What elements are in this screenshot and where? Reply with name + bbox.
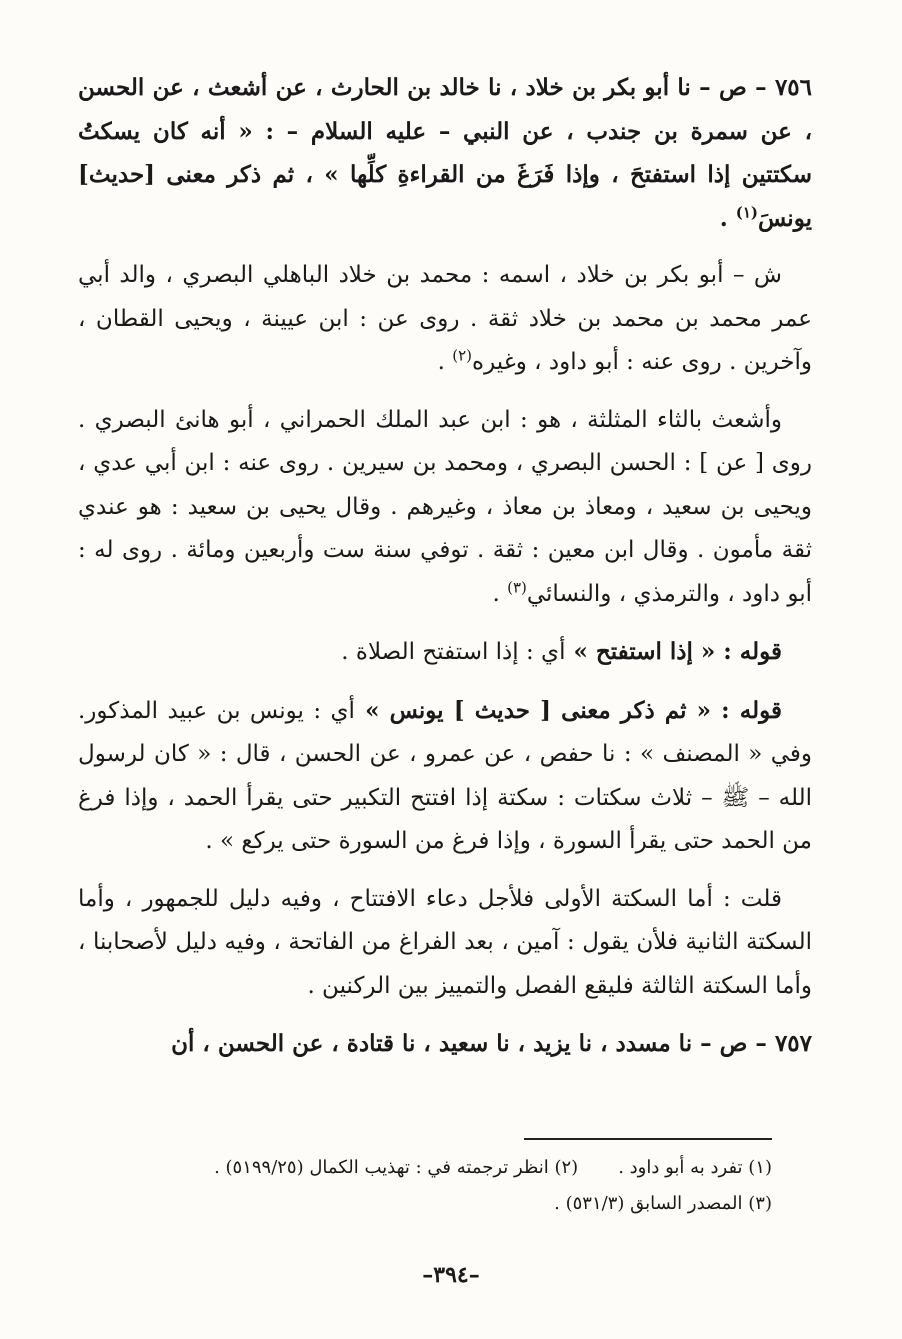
commentary-qultu-text: قلت : أما السكتة الأولى فلأجل دعاء الافتتاح ، وفيه دليل للجمهور ، وأما السكتة الثانية فلأن يقول : آمين ، بعد الفراغ من الفاتحة ، وفيه دليل لأصحابنا ، وأما السكتة الثالثة فليقع الفصل والتمييز بين الركنين .: [78, 885, 812, 999]
hadith-756-paragraph: [78, 66, 812, 240]
footnote-line-2: [80, 1186, 772, 1222]
commentary-narrator-text: ش – أبو بكر بن خلاد ، اسمه : محمد بن خلاد الباهلي البصري ، والد أبي عمر محمد بن محمد بن خلاد ثقة . روى عن : ابن عيينة ، ويحيى القطان ، وآخرين . روى عنه : أبو داود ، وغيره: [78, 262, 812, 375]
page-number: –٣٩٤–: [422, 1262, 480, 1288]
commentary-yunus-lead: قوله : « ثم ذكر معنى [ حديث ] يونس »: [354, 696, 783, 724]
hadith-757-paragraph: [78, 1022, 812, 1066]
commentary-ashath-end: .: [492, 580, 508, 607]
commentary-yunus-paragraph: [78, 689, 812, 864]
commentary-narrator-end: .: [437, 349, 453, 375]
footnote-ref-1: (١): [735, 202, 758, 221]
commentary-ashath-paragraph: [78, 399, 812, 617]
commentary-qultu-paragraph: [78, 878, 812, 1009]
footnote-1: (١) تفرد به أبو داود .: [618, 1157, 772, 1178]
hadith-756-text: ٧٥٦ – ص – نا أبو بكر بن خلاد ، نا خالد بن الحارث ، عن أشعث ، عن الحسن ، عن سمرة بن جندب ، عن النبي – عليه السلام – : « أنه كان يسكتُ سكتتين إذا استفتحَ ، وإذا فَرَغَ من القراءةِ كلِّها » ، ثم ذكر معنى [حديث] يونسَ: [78, 74, 812, 232]
commentary-narrator-paragraph: [78, 254, 812, 385]
footnote-separator: [524, 1138, 772, 1140]
commentary-istaftaha-lead: قوله : « إذا استفتح »: [565, 638, 782, 665]
commentary-yunus-text: أي : يونس بن عبيد المذكور. وفي « المصنف » : نا حفص ، عن عمرو ، عن الحسن ، قال : « كان لرسول الله – ﷺ – ثلاث سكتات : سكتة إذا افتتح التكبير حتى يقرأ الحمد ، وإذا فرغ من الحمد حتى يقرأ السورة ، وإذا فرغ من السورة حتى يركع » .: [78, 697, 812, 854]
hadith-757-text: ٧٥٧ – ص – نا مسدد ، نا يزيد ، نا سعيد ، نا قتادة ، عن الحسن ، أن: [171, 1030, 812, 1057]
commentary-istaftaha-text: أي : إذا استفتح الصلاة .: [341, 639, 566, 665]
footnotes-section: [80, 1150, 772, 1222]
commentary-istaftaha-paragraph: [78, 630, 812, 675]
main-text: [78, 66, 812, 1080]
hadith-756-end: .: [719, 204, 736, 232]
commentary-ashath-text: وأشعث بالثاء المثلثة ، هو : ابن عبد الملك الحمراني ، أبو هانئ البصري . روى [ عن ] : الحسن البصري ، ومحمد بن سيرين . روى عنه : ابن أبي عدي ، ويحيى بن سعيد ، ومعاذ بن معاذ ، وغيرهم . وقال يحيى بن سعيد : هو عندي ثقة مأمون . وقال ابن معين : ثقة . توفي سنة ست وأربعين ومائة . روى له : أبو داود ، والترمذي ، والنسائي: [78, 406, 812, 607]
footnote-ref-3: (٣): [507, 577, 527, 596]
footnote-line-1: [80, 1150, 772, 1186]
footnote-2: (٢) انظر ترجمته في : تهذيب الكمال (٥١٩٩/٢٥) .: [214, 1157, 579, 1178]
footnote-ref-2: (٢): [452, 346, 473, 365]
footnote-3: (٣) المصدر السابق (٥٣١/٣) .: [554, 1193, 772, 1214]
